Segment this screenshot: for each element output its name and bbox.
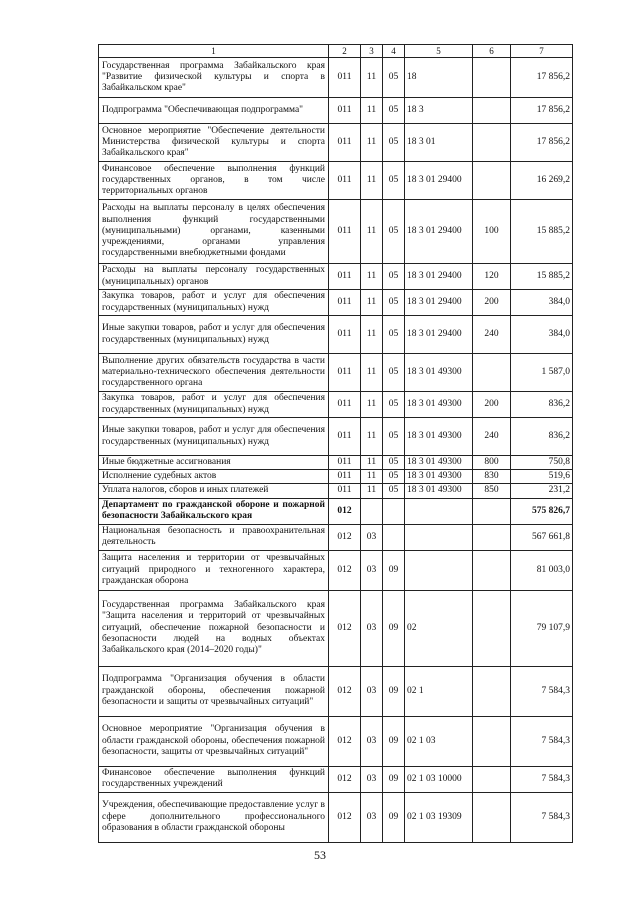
header-cell: 4 bbox=[383, 45, 405, 58]
section-code-cell bbox=[361, 498, 383, 524]
amount-cell: 231,2 bbox=[511, 484, 573, 498]
table-row bbox=[99, 550, 573, 590]
section-code-cell: 11 bbox=[361, 200, 383, 264]
subsection-code-cell: 05 bbox=[383, 316, 405, 354]
expense-type-cell: 200 bbox=[473, 290, 511, 316]
expense-type-cell: 850 bbox=[473, 484, 511, 498]
table-row bbox=[99, 200, 573, 264]
expense-type-cell bbox=[473, 524, 511, 550]
section-code-cell: 11 bbox=[361, 470, 383, 484]
row-name-cell: Национальная безопасность и правоохранительная деятельность bbox=[99, 524, 329, 550]
ministry-code-cell: 011 bbox=[329, 58, 361, 98]
target-article-cell: 18 3 01 49300 bbox=[405, 484, 473, 498]
ministry-code-cell: 012 bbox=[329, 498, 361, 524]
section-code-cell: 11 bbox=[361, 162, 383, 200]
target-article-cell: 18 3 01 29400 bbox=[405, 162, 473, 200]
target-article-cell: 18 3 bbox=[405, 98, 473, 124]
ministry-code-cell: 011 bbox=[329, 162, 361, 200]
expense-type-cell: 240 bbox=[473, 316, 511, 354]
expense-type-cell: 120 bbox=[473, 264, 511, 290]
table-row bbox=[99, 766, 573, 792]
subsection-code-cell: 05 bbox=[383, 98, 405, 124]
ministry-code-cell: 012 bbox=[329, 766, 361, 792]
target-article-cell: 18 3 01 29400 bbox=[405, 316, 473, 354]
row-name-cell: Подпрограмма "Обеспечивающая подпрограмма" bbox=[99, 98, 329, 124]
expense-type-cell bbox=[473, 590, 511, 666]
header-cell: 2 bbox=[329, 45, 361, 58]
header-cell: 3 bbox=[361, 45, 383, 58]
header-cell: 6 bbox=[473, 45, 511, 58]
header-cell: 1 bbox=[99, 45, 329, 58]
page-number: 53 bbox=[314, 848, 326, 862]
table-row bbox=[99, 456, 573, 470]
amount-cell: 1 587,0 bbox=[511, 354, 573, 392]
amount-cell: 15 885,2 bbox=[511, 200, 573, 264]
table-row bbox=[99, 666, 573, 716]
amount-cell: 17 856,2 bbox=[511, 124, 573, 162]
subsection-code-cell: 05 bbox=[383, 484, 405, 498]
subsection-code-cell bbox=[383, 524, 405, 550]
table-row bbox=[99, 316, 573, 354]
expense-type-cell bbox=[473, 550, 511, 590]
amount-cell: 7 584,3 bbox=[511, 666, 573, 716]
amount-cell: 81 003,0 bbox=[511, 550, 573, 590]
table-row bbox=[99, 264, 573, 290]
subsection-code-cell: 05 bbox=[383, 264, 405, 290]
target-article-cell bbox=[405, 498, 473, 524]
table-row bbox=[99, 498, 573, 524]
subsection-code-cell: 09 bbox=[383, 666, 405, 716]
section-code-cell: 11 bbox=[361, 392, 383, 418]
table-row bbox=[99, 716, 573, 766]
subsection-code-cell: 05 bbox=[383, 418, 405, 456]
target-article-cell: 02 1 03 bbox=[405, 716, 473, 766]
subsection-code-cell: 09 bbox=[383, 590, 405, 666]
section-code-cell: 11 bbox=[361, 290, 383, 316]
row-name-cell: Иные закупки товаров, работ и услуг для обеспечения государственных (муниципальных) нужд bbox=[99, 316, 329, 354]
expense-type-cell: 830 bbox=[473, 470, 511, 484]
section-code-cell: 11 bbox=[361, 98, 383, 124]
expense-type-cell bbox=[473, 716, 511, 766]
ministry-code-cell: 011 bbox=[329, 484, 361, 498]
section-code-cell: 11 bbox=[361, 264, 383, 290]
subsection-code-cell: 05 bbox=[383, 470, 405, 484]
section-code-cell: 03 bbox=[361, 550, 383, 590]
header-cell: 7 bbox=[511, 45, 573, 58]
subsection-code-cell: 05 bbox=[383, 354, 405, 392]
subsection-code-cell: 05 bbox=[383, 290, 405, 316]
table-row bbox=[99, 354, 573, 392]
ministry-code-cell: 012 bbox=[329, 716, 361, 766]
section-code-cell: 11 bbox=[361, 124, 383, 162]
row-name-cell: Финансовое обеспечение выполнения функций государственных учреждений bbox=[99, 766, 329, 792]
section-code-cell: 03 bbox=[361, 716, 383, 766]
subsection-code-cell: 05 bbox=[383, 162, 405, 200]
section-code-cell: 11 bbox=[361, 58, 383, 98]
row-name-cell: Государственная программа Забайкальского края "Защита населения и территорий от чрезвычайных ситуаций, обеспечение пожарной безопасности и безопасности людей на водных объектах Забайкальского края (2014–2020 годы)" bbox=[99, 590, 329, 666]
target-article-cell: 18 3 01 29400 bbox=[405, 264, 473, 290]
row-name-cell: Выполнение других обязательств государства в части материально-технического обеспечения деятельности государственного органа bbox=[99, 354, 329, 392]
table-row bbox=[99, 792, 573, 842]
amount-cell: 836,2 bbox=[511, 392, 573, 418]
expense-type-cell bbox=[473, 98, 511, 124]
ministry-code-cell: 012 bbox=[329, 792, 361, 842]
row-name-cell: Финансовое обеспечение выполнения функций государственных органов, в том числе территориальных органов bbox=[99, 162, 329, 200]
target-article-cell: 02 1 03 19309 bbox=[405, 792, 473, 842]
section-code-cell: 11 bbox=[361, 354, 383, 392]
row-name-cell: Основное мероприятие "Обеспечение деятельности Министерства физической культуры и спорта Забайкальского края" bbox=[99, 124, 329, 162]
expense-type-cell bbox=[473, 766, 511, 792]
row-name-cell: Расходы на выплаты персоналу государственных (муниципальных) органов bbox=[99, 264, 329, 290]
row-name-cell: Расходы на выплаты персоналу в целях обеспечения выполнения функций государственными (муниципальными) органами, казенными учреждениями, органами управления государственными внебюджетными фондами bbox=[99, 200, 329, 264]
table-row bbox=[99, 418, 573, 456]
target-article-cell: 02 bbox=[405, 590, 473, 666]
amount-cell: 575 826,7 bbox=[511, 498, 573, 524]
target-article-cell: 02 1 03 10000 bbox=[405, 766, 473, 792]
amount-cell: 7 584,3 bbox=[511, 766, 573, 792]
target-article-cell: 02 1 bbox=[405, 666, 473, 716]
target-article-cell: 18 3 01 bbox=[405, 124, 473, 162]
section-code-cell: 03 bbox=[361, 792, 383, 842]
section-code-cell: 03 bbox=[361, 666, 383, 716]
ministry-code-cell: 012 bbox=[329, 550, 361, 590]
amount-cell: 519,6 bbox=[511, 470, 573, 484]
subsection-code-cell: 05 bbox=[383, 392, 405, 418]
amount-cell: 79 107,9 bbox=[511, 590, 573, 666]
row-name-cell: Основное мероприятие "Организация обучения в области гражданской обороны, обеспечения пожарной безопасности, защиты от чрезвычайных ситуаций" bbox=[99, 716, 329, 766]
section-code-cell: 11 bbox=[361, 456, 383, 470]
table-row bbox=[99, 484, 573, 498]
table-row bbox=[99, 98, 573, 124]
ministry-code-cell: 011 bbox=[329, 418, 361, 456]
ministry-code-cell: 011 bbox=[329, 98, 361, 124]
subsection-code-cell: 05 bbox=[383, 124, 405, 162]
table-row bbox=[99, 124, 573, 162]
expense-type-cell bbox=[473, 498, 511, 524]
target-article-cell: 18 3 01 49300 bbox=[405, 354, 473, 392]
section-code-cell: 11 bbox=[361, 316, 383, 354]
budget-table bbox=[98, 44, 573, 843]
subsection-code-cell: 09 bbox=[383, 550, 405, 590]
subsection-code-cell: 09 bbox=[383, 792, 405, 842]
expense-type-cell bbox=[473, 666, 511, 716]
subsection-code-cell: 05 bbox=[383, 200, 405, 264]
expense-type-cell bbox=[473, 162, 511, 200]
expense-type-cell bbox=[473, 354, 511, 392]
subsection-code-cell: 05 bbox=[383, 456, 405, 470]
section-code-cell: 03 bbox=[361, 524, 383, 550]
target-article-cell: 18 bbox=[405, 58, 473, 98]
expense-type-cell: 200 bbox=[473, 392, 511, 418]
ministry-code-cell: 011 bbox=[329, 124, 361, 162]
header-cell: 5 bbox=[405, 45, 473, 58]
target-article-cell: 18 3 01 49300 bbox=[405, 392, 473, 418]
row-name-cell: Департамент по гражданской обороне и пожарной безопасности Забайкальского края bbox=[99, 498, 329, 524]
target-article-cell: 18 3 01 49300 bbox=[405, 418, 473, 456]
row-name-cell: Иные бюджетные ассигнования bbox=[99, 456, 329, 470]
table-row bbox=[99, 524, 573, 550]
subsection-code-cell: 09 bbox=[383, 766, 405, 792]
expense-type-cell bbox=[473, 58, 511, 98]
target-article-cell: 18 3 01 49300 bbox=[405, 456, 473, 470]
row-name-cell: Закупка товаров, работ и услуг для обеспечения государственных (муниципальных) нужд bbox=[99, 392, 329, 418]
table-row bbox=[99, 392, 573, 418]
amount-cell: 384,0 bbox=[511, 316, 573, 354]
ministry-code-cell: 011 bbox=[329, 264, 361, 290]
table-row bbox=[99, 470, 573, 484]
ministry-code-cell: 011 bbox=[329, 354, 361, 392]
section-code-cell: 03 bbox=[361, 590, 383, 666]
expense-type-cell: 100 bbox=[473, 200, 511, 264]
ministry-code-cell: 011 bbox=[329, 200, 361, 264]
expense-type-cell bbox=[473, 792, 511, 842]
amount-cell: 567 661,8 bbox=[511, 524, 573, 550]
amount-cell: 7 584,3 bbox=[511, 792, 573, 842]
row-name-cell: Исполнение судебных актов bbox=[99, 470, 329, 484]
row-name-cell: Учреждения, обеспечивающие предоставление услуг в сфере дополнительного профессионального образования в области гражданской обороны bbox=[99, 792, 329, 842]
table-row bbox=[99, 58, 573, 98]
ministry-code-cell: 011 bbox=[329, 290, 361, 316]
ministry-code-cell: 011 bbox=[329, 456, 361, 470]
amount-cell: 16 269,2 bbox=[511, 162, 573, 200]
ministry-code-cell: 011 bbox=[329, 316, 361, 354]
table-row bbox=[99, 290, 573, 316]
amount-cell: 17 856,2 bbox=[511, 58, 573, 98]
ministry-code-cell: 012 bbox=[329, 666, 361, 716]
ministry-code-cell: 011 bbox=[329, 392, 361, 418]
expense-type-cell bbox=[473, 124, 511, 162]
amount-cell: 836,2 bbox=[511, 418, 573, 456]
ministry-code-cell: 012 bbox=[329, 524, 361, 550]
amount-cell: 7 584,3 bbox=[511, 716, 573, 766]
row-name-cell: Защита населения и территории от чрезвычайных ситуаций природного и техногенного характера, гражданская оборона bbox=[99, 550, 329, 590]
target-article-cell: 18 3 01 49300 bbox=[405, 470, 473, 484]
section-code-cell: 11 bbox=[361, 484, 383, 498]
subsection-code-cell bbox=[383, 498, 405, 524]
row-name-cell: Закупка товаров, работ и услуг для обеспечения государственных (муниципальных) нужд bbox=[99, 290, 329, 316]
table-row bbox=[99, 590, 573, 666]
expense-type-cell: 240 bbox=[473, 418, 511, 456]
ministry-code-cell: 011 bbox=[329, 470, 361, 484]
subsection-code-cell: 09 bbox=[383, 716, 405, 766]
amount-cell: 384,0 bbox=[511, 290, 573, 316]
row-name-cell: Государственная программа Забайкальского края "Развитие физической культуры и спорта в Забайкальском крае" bbox=[99, 58, 329, 98]
target-article-cell bbox=[405, 524, 473, 550]
ministry-code-cell: 012 bbox=[329, 590, 361, 666]
amount-cell: 750,8 bbox=[511, 456, 573, 470]
amount-cell: 17 856,2 bbox=[511, 98, 573, 124]
expense-type-cell: 800 bbox=[473, 456, 511, 470]
target-article-cell: 18 3 01 29400 bbox=[405, 200, 473, 264]
header-row bbox=[99, 45, 573, 58]
target-article-cell bbox=[405, 550, 473, 590]
row-name-cell: Иные закупки товаров, работ и услуг для обеспечения государственных (муниципальных) нужд bbox=[99, 418, 329, 456]
section-code-cell: 11 bbox=[361, 418, 383, 456]
row-name-cell: Подпрограмма "Организация обучения в области гражданской обороны, обеспечения пожарной безопасности и защиты от чрезвычайных ситуаций" bbox=[99, 666, 329, 716]
section-code-cell: 03 bbox=[361, 766, 383, 792]
amount-cell: 15 885,2 bbox=[511, 264, 573, 290]
row-name-cell: Уплата налогов, сборов и иных платежей bbox=[99, 484, 329, 498]
table-row bbox=[99, 162, 573, 200]
target-article-cell: 18 3 01 29400 bbox=[405, 290, 473, 316]
subsection-code-cell: 05 bbox=[383, 58, 405, 98]
